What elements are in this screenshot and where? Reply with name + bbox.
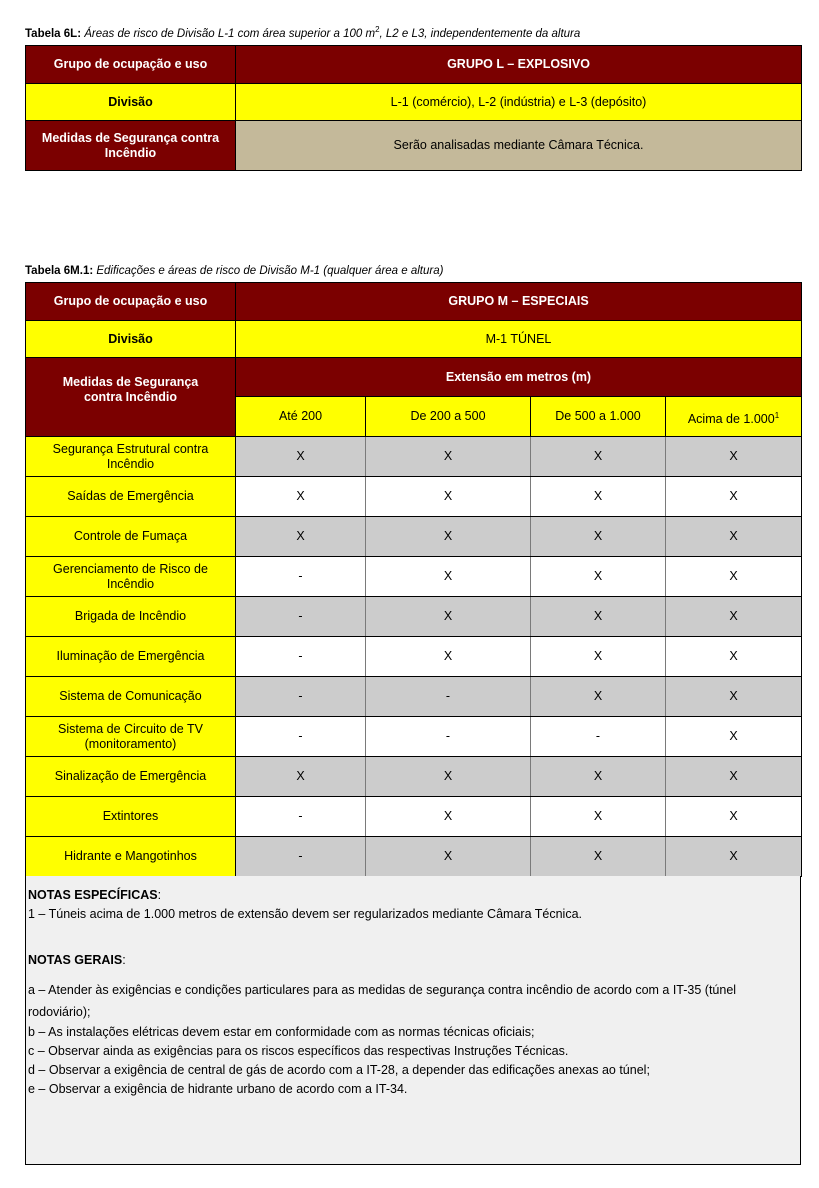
column-header: De 200 a 500 xyxy=(366,397,531,437)
table-row xyxy=(26,557,802,597)
table-6m1-caption xyxy=(25,265,443,277)
requirement-cell: X xyxy=(531,757,666,797)
general-note: d – Observar a exigência de central de gás de acordo com a IT-28, a depender das edificações anexas ao túnel; xyxy=(28,1063,650,1077)
requirement-cell: X xyxy=(666,637,802,677)
caption-sup: 2 xyxy=(375,25,380,35)
table-row xyxy=(26,437,802,477)
table-row xyxy=(26,517,802,557)
requirement-cell: X xyxy=(666,757,802,797)
table-row xyxy=(26,597,802,637)
caption-text: Áreas de risco de Divisão L-1 com área superior a 100 m xyxy=(81,28,376,40)
table-row xyxy=(26,757,802,797)
general-note: b – As instalações elétricas devem estar em conformidade com as normas técnicas oficiais; xyxy=(28,1025,535,1039)
requirement-cell: - xyxy=(236,837,366,877)
requirement-cell: - xyxy=(236,597,366,637)
specific-note: 1 – Túneis acima de 1.000 metros de extensão devem ser regularizados mediante Câmara Técnica. xyxy=(28,907,583,921)
requirement-cell: X xyxy=(666,677,802,717)
requirement-cell: X xyxy=(666,437,802,477)
division-value: M-1 TÚNEL xyxy=(236,321,802,358)
requirement-cell: - xyxy=(531,717,666,757)
table-row xyxy=(26,46,802,84)
measure-label: Segurança Estrutural contra Incêndio xyxy=(26,437,236,477)
requirement-cell: X xyxy=(236,477,366,517)
measure-label: Gerenciamento de Risco de Incêndio xyxy=(26,557,236,597)
general-note: c – Observar ainda as exigências para os riscos específicos das respectivas Instruções Técnicas. xyxy=(28,1044,569,1058)
requirement-cell: X xyxy=(666,717,802,757)
division-label: Divisão xyxy=(26,321,236,358)
general-notes-title: NOTAS GERAIS xyxy=(28,953,123,967)
requirement-cell: X xyxy=(366,437,531,477)
measure-label: Iluminação de Emergência xyxy=(26,637,236,677)
table-row xyxy=(26,477,802,517)
requirement-cell: X xyxy=(666,557,802,597)
measure-label: Extintores xyxy=(26,797,236,837)
table-row xyxy=(26,84,802,121)
table-row xyxy=(26,121,802,171)
requirement-cell: X xyxy=(531,437,666,477)
general-note: a – Atender às exigências e condições particulares para as medidas de segurança contra incêndio de acordo com a IT-35 (túnel rodoviário); xyxy=(28,983,737,1019)
requirement-cell: X xyxy=(666,797,802,837)
requirement-cell: X xyxy=(236,437,366,477)
requirement-cell: - xyxy=(236,637,366,677)
group-label: Grupo de ocupação e uso xyxy=(26,283,236,321)
measures-value: Serão analisadas mediante Câmara Técnica. xyxy=(236,121,802,171)
general-note: e – Observar a exigência de hidrante urbano de acordo com a IT-34. xyxy=(28,1082,408,1096)
caption-label: Tabela 6L: xyxy=(25,28,82,40)
table-row xyxy=(26,837,802,877)
requirement-cell: X xyxy=(531,557,666,597)
table-row xyxy=(26,321,802,358)
measure-label: Brigada de Incêndio xyxy=(26,597,236,637)
requirement-cell: X xyxy=(531,597,666,637)
table-row xyxy=(26,637,802,677)
caption-label: Tabela 6M.1: xyxy=(25,265,94,277)
requirement-cell: - xyxy=(236,717,366,757)
row-label: Divisão xyxy=(26,84,236,121)
requirement-cell: X xyxy=(531,837,666,877)
table-row xyxy=(26,283,802,321)
measures-label-text: Medidas de Segurança contra Incêndio xyxy=(62,374,199,404)
column-header xyxy=(666,397,802,437)
table-row xyxy=(26,358,802,397)
table-row xyxy=(26,717,802,757)
table-6m1 xyxy=(25,282,802,877)
requirement-cell: X xyxy=(366,517,531,557)
requirement-cell: X xyxy=(666,597,802,637)
requirement-cell: X xyxy=(531,677,666,717)
requirement-cell: - xyxy=(236,797,366,837)
requirement-cell: - xyxy=(236,557,366,597)
requirement-cell: - xyxy=(366,677,531,717)
caption-text-after: , L2 e L3, independentemente da altura xyxy=(379,28,581,40)
requirement-cell: X xyxy=(366,797,531,837)
requirement-cell: X xyxy=(366,837,531,877)
measure-label: Sistema de Comunicação xyxy=(26,677,236,717)
table-row xyxy=(26,797,802,837)
requirement-cell: X xyxy=(366,757,531,797)
requirement-cell: X xyxy=(366,477,531,517)
requirement-cell: X xyxy=(531,797,666,837)
requirement-cell: X xyxy=(531,477,666,517)
column-header-text: Acima de 1.000 xyxy=(687,412,775,426)
extension-header: Extensão em metros (m) xyxy=(236,358,802,397)
group-value: GRUPO L – EXPLOSIVO xyxy=(236,46,802,84)
notes-box: NOTAS ESPECÍFICAS: 1 – Túneis acima de 1.000 metros de extensão devem ser regularizados mediante Câmara Técnica. NOTAS GERAIS: a – Atender às exigências e condições particulares para as medidas de segurança contra incêndio de acordo com a IT-35 (túnel rodoviário); b – As instalações elétricas devem estar em conformidade com as normas técnicas oficiais; c – Observar ainda as exigências para os riscos específicos das respectivas Instruções Técnicas. d – Observar a exigência de central de gás de acordo com a IT-28, a depender das edificações anexas ao túnel; e – Observar a exigência de hidrante urbano de acordo com a IT-34. xyxy=(25,876,801,1165)
table-6l-caption xyxy=(25,25,581,40)
row-label: Grupo de ocupação e uso xyxy=(26,46,236,84)
requirement-cell: - xyxy=(236,677,366,717)
column-header: De 500 a 1.000 xyxy=(531,397,666,437)
measure-label: Sistema de Circuito de TV (monitoramento) xyxy=(26,717,236,757)
requirement-cell: X xyxy=(666,837,802,877)
division-value: L-1 (comércio), L-2 (indústria) e L-3 (depósito) xyxy=(236,84,802,121)
requirement-cell: X xyxy=(531,637,666,677)
footnote-marker: 1 xyxy=(774,410,780,420)
table-row xyxy=(26,677,802,717)
measure-label: Sinalização de Emergência xyxy=(26,757,236,797)
caption-text: Edificações e áreas de risco de Divisão M-1 (qualquer área e altura) xyxy=(93,265,444,277)
column-header: Até 200 xyxy=(236,397,366,437)
measure-label: Hidrante e Mangotinhos xyxy=(26,837,236,877)
requirement-cell: X xyxy=(366,557,531,597)
requirement-cell: X xyxy=(531,517,666,557)
requirement-cell: X xyxy=(366,597,531,637)
measure-label: Controle de Fumaça xyxy=(26,517,236,557)
measures-label xyxy=(26,358,236,437)
group-value: GRUPO M – ESPECIAIS xyxy=(236,283,802,321)
requirement-cell: X xyxy=(236,517,366,557)
requirement-cell: X xyxy=(236,757,366,797)
requirement-cell: - xyxy=(366,717,531,757)
requirement-cell: X xyxy=(666,477,802,517)
requirement-cell: X xyxy=(666,517,802,557)
measure-label: Saídas de Emergência xyxy=(26,477,236,517)
row-label: Medidas de Segurança contra Incêndio xyxy=(26,121,236,171)
table-6l xyxy=(25,45,802,171)
specific-notes-title: NOTAS ESPECÍFICAS xyxy=(28,888,158,902)
requirement-cell: X xyxy=(366,637,531,677)
